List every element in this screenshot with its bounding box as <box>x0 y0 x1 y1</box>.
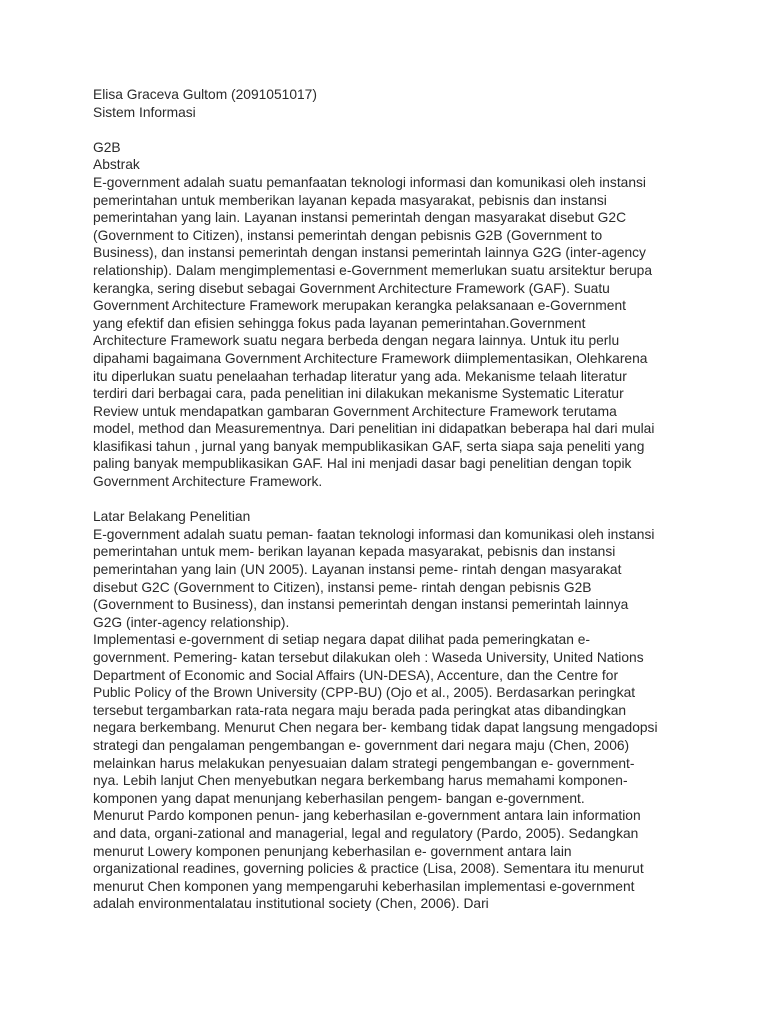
background-text-line: komponen yang dapat menunjang keberhasilan pengem- bangan e-government. <box>93 790 585 806</box>
abstract-text-line: terdiri dari berbagai cara, pada penelitian ini dilakukan mekanisme Systematic Literatur <box>93 386 624 402</box>
abstract-body <box>93 174 733 491</box>
background-text-line: E-government adalah suatu peman- faatan teknologi informasi dan komunikasi oleh instansi <box>93 526 655 542</box>
background-text-line: strategi dan pengalaman pengembangan e- government dari negara maju (Chen, 2006) <box>93 737 630 753</box>
author-line: Elisa Graceva Gultom (2091051017) <box>93 87 317 102</box>
abstract-text-line: Review untuk mendapatkan gambaran Government Architecture Framework terutama <box>93 403 617 419</box>
abstract-text-line: dipahami bagaimana Government Architecture Framework diimplementasikan, Olehkarena <box>93 350 648 366</box>
abstract-text-line: paling banyak mempublikasikan GAF. Hal ini menjadi dasar bagi penelitian dengan topik <box>93 456 632 472</box>
background-text-line: government. Pemering- katan tersebut dilakukan oleh : Waseda University, United Nations <box>93 650 644 665</box>
background-text-line: menurut Chen komponen yang mempengaruhi keberhasilan implementasi e-government <box>93 878 635 894</box>
abstract-text-line: itu diperlukan suatu penelaahan terhadap literatur yang ada. Mekanisme telaah literatur <box>93 368 627 384</box>
background-text-line: pemerintahan untuk mem- berikan layanan kepada masyarakat, pebisnis dan instansi <box>93 544 616 560</box>
background-text-line: tersebut tergambarkan rata-rata negara maju berada pada peringkat atas dibandingkan <box>93 702 627 718</box>
background-text-line: nya. Lebih lanjut Chen menyebutkan negara berkembang harus memahami komponen- <box>93 773 628 789</box>
abstract-text-line: kerangka, sering disebut sebagai Government Architecture Framework (GAF). Suatu <box>93 280 610 296</box>
abstract-text-line: (Government to Citizen), instansi pemerintah dengan pebisnis G2B (Government to <box>93 227 603 243</box>
background-text-line: (Government to Business), dan instansi pemerintah dengan instansi pemerintah lainnya <box>93 597 629 613</box>
background-text-line: adalah environmentalatau institutional society (Chen, 2006). Dari <box>93 896 489 912</box>
abstract-text-line: klasifikasi tahun , jurnal yang banyak mempublikasikan GAF, serta siapa saja peneliti yang <box>93 438 645 454</box>
spacer <box>93 121 733 139</box>
background-body <box>93 526 733 913</box>
abstract-heading: Abstrak <box>93 157 140 173</box>
department-line: Sistem Informasi <box>93 104 196 120</box>
background-text-line: Department of Economic and Social Affairs (UN-DESA), Accenture, dan the Centre for <box>93 667 619 683</box>
abstract-text-line: pemerintahan untuk memberikan layanan kepada masyarakat, pebisnis dan instansi <box>93 192 607 208</box>
background-text-line: Menurut Pardo komponen penun- jang keberhasilan e-government antara lain information <box>93 808 641 824</box>
background-text-line: negara berkembang. Menurut Chen negara ber- kembang tidak dapat langsung mengadopsi <box>93 720 658 736</box>
abstract-text-line: Government Architecture Framework. <box>93 474 323 490</box>
background-text-line: organizational readines, governing policies & practice (Lisa, 2008). Sementara itu menurut <box>93 861 644 877</box>
abstract-text-line: Government Architecture Framework merupakan kerangka pelaksanaan e-Government <box>93 298 626 314</box>
abstract-text-line: pemerintahan yang lain. Layanan instansi pemerintah dengan masyarakat disebut G2C <box>93 210 627 226</box>
background-text-line: pemerintahan yang lain (UN 2005). Layanan instansi peme- rintah dengan masyarakat <box>93 562 622 578</box>
abstract-text-line: Business), dan instansi pemerintah dengan instansi pemerintah lainnya G2G (inter-agency <box>93 245 646 261</box>
background-text-line: Public Policy of the Brown University (CPP-BU) (Ojo et al., 2005). Berdasarkan peringkat <box>93 685 636 701</box>
abstract-text-line: model, method dan Measurementnya. Dari penelitian ini didapatkan beberapa hal dari mulai <box>93 421 655 437</box>
abstract-text-line: relationship). Dalam mengimplementasi e-Government memerlukan suatu arsitektur berupa <box>93 262 653 278</box>
spacer <box>93 491 733 509</box>
abstract-text-line: E-government adalah suatu pemanfaatan teknologi informasi dan komunikasi oleh instansi <box>93 174 646 190</box>
background-text-line: menurut Lowery komponen penunjang keberhasilan e- government antara lain <box>93 843 572 859</box>
topic-heading: G2B <box>93 139 121 155</box>
background-text-line: melainkan harus melakukan penyesuaian dalam strategi pengembangan e- government- <box>93 755 635 771</box>
background-text-line: G2G (inter-agency relationship). <box>93 614 290 630</box>
document-page <box>93 86 733 913</box>
abstract-text-line: yang efektif dan efisien sehingga fokus pada layanan pemerintahan.Government <box>93 315 586 331</box>
background-text-line: disebut G2C (Government to Citizen), instansi peme- rintah dengan pebisnis G2B <box>93 579 592 595</box>
background-heading: Latar Belakang Penelitian <box>93 509 251 525</box>
background-text-line: and data, organi-zational and managerial, legal and regulatory (Pardo, 2005). Sedangkan <box>93 825 639 841</box>
abstract-text-line: Architecture Framework suatu negara berbeda dengan negara lainnya. Untuk itu perlu <box>93 333 620 349</box>
background-text-line: Implementasi e-government di setiap negara dapat dilihat pada pemeringkatan e- <box>93 632 590 648</box>
